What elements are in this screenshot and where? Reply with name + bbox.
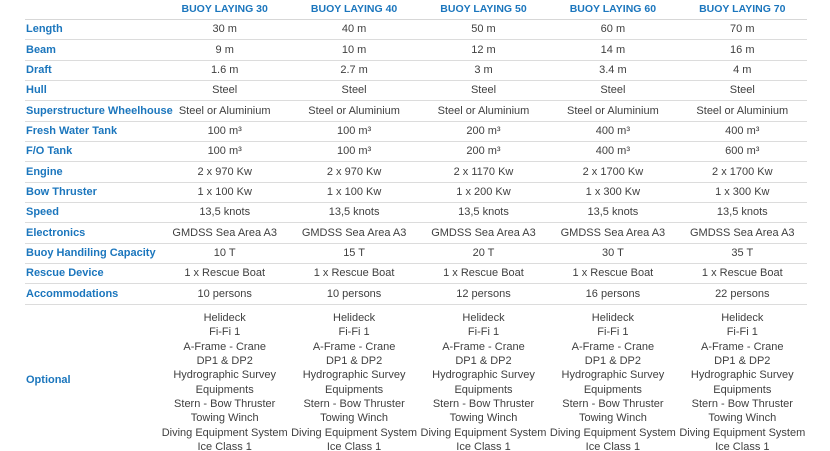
- optional-item: Ice Class 1: [197, 440, 252, 451]
- buoy-laying-spec-table: [25, 0, 807, 451]
- column-header: BUOY LAYING 70: [699, 3, 786, 15]
- optional-item: Hydrographic Survey Equipments: [690, 369, 794, 396]
- corner-cell: [25, 0, 160, 19]
- optional-items-cell: [419, 307, 548, 451]
- row-label: Superstructure Wheelhouse: [26, 104, 173, 117]
- optional-item: Helideck: [333, 311, 376, 324]
- row-label: Buoy Handiling Capacity: [26, 246, 156, 259]
- table-row: [25, 61, 807, 81]
- spec-value: 400 m³: [595, 124, 631, 137]
- spec-value: 13,5 knots: [587, 206, 639, 219]
- spec-value: Steel: [600, 84, 626, 97]
- table-row: [25, 183, 807, 203]
- optional-item: Fi-Fi 1: [597, 326, 629, 339]
- optional-item: Ice Class 1: [585, 440, 641, 451]
- optional-item: Fi-Fi 1: [467, 326, 500, 339]
- optional-item: A-Frame - Crane: [571, 340, 655, 353]
- spec-value: 13,5 knots: [199, 206, 251, 219]
- optional-item: Hydrographic Survey Equipments: [302, 369, 406, 396]
- column-header: BUOY LAYING 30: [181, 3, 268, 15]
- spec-value: 1 x Rescue Boat: [313, 267, 395, 280]
- spec-value: 13,5 knots: [328, 206, 380, 219]
- spec-value: 600 m³: [725, 145, 760, 158]
- optional-items-cell: [289, 307, 418, 451]
- optional-item: Stern - Bow Thruster: [432, 397, 535, 410]
- spec-value: 16 persons: [585, 287, 641, 300]
- spec-value: 100 m³: [336, 124, 372, 137]
- spec-value: Steel: [212, 84, 238, 97]
- optional-item: Diving Equipment System: [549, 426, 676, 439]
- spec-value: Steel or Aluminium: [567, 104, 659, 117]
- spec-value: 30 T: [601, 246, 624, 259]
- column-header: BUOY LAYING 60: [569, 3, 657, 15]
- optional-item: Hydrographic Survey Equipments: [561, 369, 665, 396]
- optional-item: Ice Class 1: [326, 440, 382, 451]
- spec-value: 13,5 knots: [458, 206, 509, 219]
- column-header: BUOY LAYING 40: [310, 3, 398, 15]
- optional-item: A-Frame - Crane: [183, 340, 266, 353]
- table-row: [25, 223, 807, 243]
- spec-value: Steel: [470, 84, 497, 97]
- optional-item: Ice Class 1: [715, 440, 770, 451]
- row-label: Electronics: [26, 226, 86, 239]
- row-label: Rescue Device: [26, 267, 104, 280]
- row-label: Speed: [26, 206, 60, 219]
- optional-item: Stern - Bow Thruster: [174, 397, 276, 410]
- spec-value: 400 m³: [595, 145, 631, 158]
- spec-value: 100 m³: [336, 145, 372, 158]
- optional-item: DP1 & DP2: [584, 354, 642, 367]
- table-row: [25, 244, 807, 264]
- spec-value: GMDSS Sea Area A3: [690, 226, 795, 239]
- optional-item: Hydrographic Survey Equipments: [432, 369, 535, 396]
- optional-item: A-Frame - Crane: [701, 340, 784, 353]
- optional-item: A-Frame - Crane: [312, 340, 396, 353]
- spec-value: 15 T: [343, 246, 365, 259]
- optional-item: Towing Winch: [190, 412, 259, 425]
- spec-value: 2 x 1170 Kw: [453, 165, 514, 178]
- spec-value: 1 x Rescue Boat: [184, 267, 266, 280]
- optional-item: Ice Class 1: [456, 440, 511, 451]
- table-header-row: [25, 0, 807, 20]
- spec-value: 1.6 m: [210, 63, 239, 76]
- optional-item: Diving Equipment System: [679, 426, 806, 439]
- optional-item: Fi-Fi 1: [726, 326, 758, 339]
- spec-value: Steel or Aluminium: [308, 104, 400, 117]
- spec-value: 35 T: [731, 246, 754, 259]
- spec-value: 1 x 100 Kw: [326, 185, 382, 198]
- optional-item: Diving Equipment System: [291, 426, 418, 439]
- spec-value: GMDSS Sea Area A3: [301, 226, 407, 239]
- spec-value: 400 m³: [725, 124, 760, 137]
- optional-item: Hydrographic Survey Equipments: [173, 369, 277, 396]
- spec-value: GMDSS Sea Area A3: [431, 226, 536, 239]
- optional-item: Helideck: [591, 311, 634, 324]
- optional-item: Diving Equipment System: [420, 426, 547, 439]
- row-label: Accommodations: [26, 287, 119, 300]
- spec-value: GMDSS Sea Area A3: [560, 226, 666, 239]
- table-row: [25, 101, 807, 121]
- optional-item: Fi-Fi 1: [338, 326, 370, 339]
- spec-value: 200 m³: [466, 145, 501, 158]
- row-label: Bow Thruster: [26, 185, 97, 198]
- table-row: [25, 162, 807, 182]
- spec-value: 30 m: [212, 23, 237, 36]
- optional-item: Towing Winch: [449, 412, 518, 425]
- spec-value: 1 x 300 Kw: [585, 185, 641, 198]
- row-label: Hull: [26, 84, 47, 97]
- optional-item: Helideck: [721, 311, 764, 324]
- spec-value: 20 T: [472, 246, 495, 259]
- optional-item: DP1 & DP2: [455, 354, 512, 367]
- optional-item: DP1 & DP2: [196, 354, 253, 367]
- spec-value: 40 m: [341, 23, 367, 36]
- optional-item: DP1 & DP2: [325, 354, 383, 367]
- optional-items-cell: [548, 307, 677, 451]
- row-label: Draft: [26, 63, 52, 76]
- table-row: [25, 122, 807, 142]
- table-row: [25, 284, 807, 304]
- row-label: Fresh Water Tank: [26, 124, 118, 137]
- spec-value: 2 x 970 Kw: [197, 165, 252, 178]
- table-row: [25, 81, 807, 101]
- spec-value: GMDSS Sea Area A3: [172, 226, 277, 239]
- spec-value: 3 m: [474, 63, 493, 76]
- table-row: [25, 203, 807, 223]
- spec-value: 10 persons: [326, 287, 382, 300]
- table-row: [25, 40, 807, 60]
- spec-value: 10 T: [213, 246, 236, 259]
- row-label: Optional: [26, 374, 71, 387]
- spec-value: 16 m: [730, 43, 755, 56]
- table-row: [25, 142, 807, 162]
- spec-value: 100 m³: [207, 145, 242, 158]
- spec-value: 100 m³: [207, 124, 242, 137]
- spec-value: 70 m: [730, 23, 755, 36]
- optional-item: Diving Equipment System: [161, 426, 288, 439]
- spec-value: 4 m: [733, 63, 752, 76]
- spec-value: 10 m: [341, 43, 367, 56]
- optional-item: Towing Winch: [320, 412, 389, 425]
- optional-item: DP1 & DP2: [714, 354, 771, 367]
- spec-value: 1 x 100 Kw: [197, 185, 252, 198]
- column-header: BUOY LAYING 50: [440, 3, 527, 15]
- spec-value: Steel: [341, 84, 367, 97]
- spec-value: 10 persons: [197, 287, 252, 300]
- spec-value: 2.7 m: [340, 63, 368, 76]
- optional-row: [25, 305, 807, 451]
- optional-item: Helideck: [203, 311, 246, 324]
- spec-value: 13,5 knots: [716, 206, 768, 219]
- spec-value: 1 x 300 Kw: [715, 185, 770, 198]
- spec-value: 200 m³: [466, 124, 501, 137]
- spec-value: 12 m: [471, 43, 496, 56]
- optional-items-cell: [160, 307, 289, 451]
- optional-item: Stern - Bow Thruster: [691, 397, 793, 410]
- spec-value: 1 x 200 Kw: [456, 185, 511, 198]
- spec-value: Steel or Aluminium: [437, 104, 530, 117]
- spec-value: 9 m: [215, 43, 234, 56]
- row-label: F/O Tank: [26, 145, 73, 158]
- row-label: Engine: [26, 165, 63, 178]
- spec-value: Steel or Aluminium: [696, 104, 789, 117]
- table-row: [25, 20, 807, 40]
- spec-value: 14 m: [600, 43, 626, 56]
- optional-item: Towing Winch: [578, 412, 647, 425]
- spec-value: Steel or Aluminium: [178, 104, 271, 117]
- row-label: Beam: [26, 43, 56, 56]
- spec-value: 50 m: [471, 23, 496, 36]
- spec-value: 2 x 1700 Kw: [712, 165, 773, 178]
- table-row: [25, 264, 807, 284]
- optional-item: A-Frame - Crane: [442, 340, 525, 353]
- optional-items-cell: [678, 307, 807, 451]
- row-label: Length: [26, 23, 63, 36]
- spec-value: 1 x Rescue Boat: [443, 267, 524, 280]
- spec-value: 2 x 1700 Kw: [582, 165, 644, 178]
- optional-item: Fi-Fi 1: [209, 326, 241, 339]
- spec-value: 2 x 970 Kw: [326, 165, 382, 178]
- optional-item: Towing Winch: [708, 412, 777, 425]
- optional-item: Stern - Bow Thruster: [562, 397, 664, 410]
- spec-value: 3.4 m: [599, 63, 627, 76]
- spec-value: 1 x Rescue Boat: [572, 267, 654, 280]
- spec-value: 22 persons: [715, 287, 770, 300]
- optional-item: Stern - Bow Thruster: [303, 397, 405, 410]
- spec-value: Steel: [729, 84, 755, 97]
- spec-value: 12 persons: [456, 287, 511, 300]
- spec-value: 60 m: [600, 23, 626, 36]
- optional-item: Helideck: [462, 311, 505, 324]
- spec-value: 1 x Rescue Boat: [701, 267, 783, 280]
